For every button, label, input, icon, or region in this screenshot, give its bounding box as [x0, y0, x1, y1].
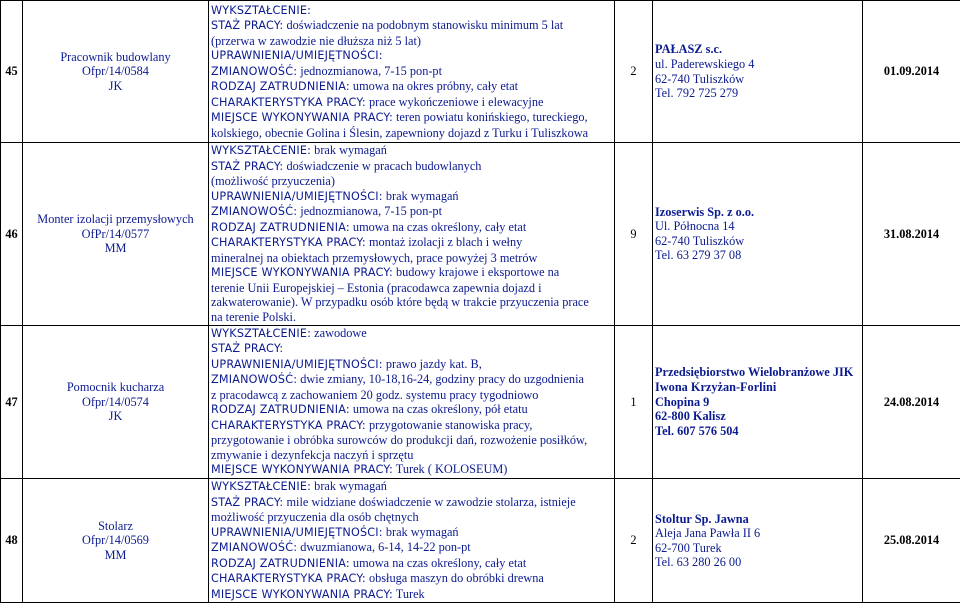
detail-value: montaż izolacji z blach i wełny — [366, 235, 522, 249]
detail-value: terenie Unii Europejskiej – Estonia (pracodawca zapewnia dojazd i — [211, 281, 542, 295]
detail-line — [211, 295, 612, 310]
detail-line — [211, 95, 612, 111]
detail-value: brak wymagań — [311, 143, 387, 157]
offer-date: 01.09.2014 — [863, 1, 960, 143]
offer-code: Ofpr/14/0574 — [25, 395, 206, 410]
employer-name: Przedsiębiorstwo Wielobranżowe JIK — [655, 365, 860, 380]
job-offers-body — [1, 1, 960, 603]
job-title: Monter izolacji przemysłowych — [25, 212, 206, 227]
detail-value: umowa na czas określony, cały etat — [350, 556, 526, 570]
detail-label: WYKSZTAŁCENIE: — [211, 327, 311, 340]
detail-value: przygotowanie i obróbka surowców do produkcji dań, rozwożenie posiłków, — [211, 433, 587, 447]
detail-line — [211, 64, 612, 80]
recruiter-initials: JK — [25, 79, 206, 94]
job-position — [23, 143, 209, 326]
detail-value: doświadczenie na podobnym stanowisku minimum 5 lat — [283, 18, 563, 32]
row-number: 47 — [1, 325, 23, 478]
detail-value: brak wymagań — [311, 479, 387, 493]
job-details — [209, 479, 615, 603]
detail-label: ZMIANOWOŚĆ: — [211, 65, 297, 78]
recruiter-initials: MM — [25, 548, 206, 563]
detail-value: (możliwość przyuczenia) — [211, 174, 335, 188]
detail-label: ZMIANOWOŚĆ: — [211, 541, 297, 554]
detail-label: MIEJSCE WYKONYWANIA PRACY: — [211, 463, 393, 476]
detail-value: prace wykończeniowe i elewacyjne — [366, 95, 544, 109]
detail-label: UPRAWNIENIA/UMIEJĘTNOŚCI: — [211, 526, 383, 539]
employer-detail-line: Tel. 63 280 26 00 — [655, 555, 860, 570]
detail-label: RODZAJ ZATRUDNIENIA: — [211, 403, 350, 416]
detail-value: doświadczenie w pracach budowlanych — [283, 159, 481, 173]
detail-value: na terenie Polski. — [211, 310, 296, 324]
offer-date: 25.08.2014 — [863, 479, 960, 603]
row-number: 48 — [1, 479, 23, 603]
detail-value: zawodowe — [311, 326, 367, 340]
employer-detail-line: 62-740 Tuliszków — [655, 234, 860, 249]
employer-detail-line: Tel. 607 576 504 — [655, 424, 860, 439]
offer-date: 24.08.2014 — [863, 325, 960, 478]
detail-label: RODZAJ ZATRUDNIENIA: — [211, 80, 350, 93]
detail-label: RODZAJ ZATRUDNIENIA: — [211, 221, 350, 234]
detail-label: STAŻ PRACY: — [211, 496, 283, 509]
detail-line — [211, 18, 612, 34]
detail-line — [211, 525, 612, 541]
detail-line — [211, 448, 612, 463]
detail-line — [211, 34, 612, 49]
detail-value: teren powiatu konińskiego, tureckiego, — [393, 110, 588, 124]
detail-line — [211, 587, 612, 603]
detail-label: UPRAWNIENIA/UMIEJĘTNOŚCI: — [211, 358, 383, 371]
detail-label: MIEJSCE WYKONYWANIA PRACY: — [211, 588, 393, 601]
detail-line — [211, 159, 612, 175]
detail-line — [211, 372, 612, 388]
detail-value: Turek — [393, 587, 425, 601]
recruiter-initials: MM — [25, 241, 206, 256]
table-row — [1, 143, 960, 326]
employer-contact — [653, 1, 863, 143]
table-row — [1, 479, 960, 603]
employer-detail-line: Chopina 9 — [655, 395, 860, 410]
detail-value: prawo jazdy kat. B, — [383, 357, 482, 371]
job-title: Stolarz — [25, 519, 206, 534]
employer-name: Stoltur Sp. Jawna — [655, 512, 860, 527]
vacancy-count: 2 — [615, 1, 653, 143]
employer-detail-line: Aleja Jana Pawła II 6 — [655, 526, 860, 541]
employer-detail-line: Iwona Krzyżan-Forlini — [655, 380, 860, 395]
detail-line — [211, 79, 612, 95]
job-details — [209, 1, 615, 143]
detail-value: zakwaterowanie). W przypadku osób które będą w trakcie przyuczenia prace — [211, 295, 589, 309]
detail-label: WYKSZTAŁCENIE: — [211, 480, 311, 493]
detail-label: CHARAKTERYSTYKA PRACY: — [211, 419, 366, 432]
detail-label: MIEJSCE WYKONYWANIA PRACY: — [211, 111, 393, 124]
detail-label: CHARAKTERYSTYKA PRACY: — [211, 96, 366, 109]
offer-date: 31.08.2014 — [863, 143, 960, 326]
detail-line — [211, 479, 612, 495]
detail-label: WYKSZTAŁCENIE: — [211, 144, 311, 157]
detail-value: możliwość przyuczenia dla osób chętnych — [211, 510, 419, 524]
detail-value: budowy krajowe i eksportowe na — [393, 265, 559, 279]
offer-code: Ofpr/14/0584 — [25, 64, 206, 79]
detail-line — [211, 495, 612, 511]
detail-label: CHARAKTERYSTYKA PRACY: — [211, 236, 366, 249]
detail-value: zmywanie i dezynfekcja naczyń i sprzętu — [211, 448, 413, 462]
detail-line — [211, 433, 612, 448]
table-row — [1, 325, 960, 478]
detail-label: UPRAWNIENIA/UMIEJĘTNOŚCI: — [211, 190, 383, 203]
detail-value: dwie zmiany, 10-18,16-24, godziny pracy do uzgodnienia — [297, 372, 584, 386]
employer-detail-line: Tel. 792 725 279 — [655, 86, 860, 101]
detail-line — [211, 235, 612, 251]
detail-value: umowa na czas określony, cały etat — [350, 220, 526, 234]
employer-name: Izoserwis Sp. z o.o. — [655, 205, 860, 220]
detail-label: ZMIANOWOŚĆ: — [211, 373, 297, 386]
detail-line — [211, 462, 612, 478]
detail-line — [211, 189, 612, 205]
detail-line — [211, 341, 612, 357]
employer-contact — [653, 479, 863, 603]
employer-contact — [653, 325, 863, 478]
detail-line — [211, 3, 612, 19]
detail-line — [211, 143, 612, 159]
detail-line — [211, 110, 612, 126]
employer-detail-line: Ul. Północna 14 — [655, 219, 860, 234]
detail-line — [211, 174, 612, 189]
detail-line — [211, 418, 612, 434]
detail-value: brak wymagań — [383, 525, 459, 539]
detail-line — [211, 310, 612, 325]
detail-label: UPRAWNIENIA/UMIEJĘTNOŚCI: — [211, 49, 383, 62]
detail-value: z pracodawcą z zachowaniem 20 godz. systemu pracy tygodniowo — [211, 388, 538, 402]
row-number: 45 — [1, 1, 23, 143]
job-details — [209, 325, 615, 478]
employer-detail-line: 62-700 Turek — [655, 541, 860, 556]
detail-value: przygotowanie stanowiska pracy, — [366, 418, 533, 432]
detail-label: STAŻ PRACY: — [211, 342, 283, 355]
job-title: Pracownik budowlany — [25, 50, 206, 65]
job-position — [23, 479, 209, 603]
table-row — [1, 1, 960, 143]
vacancy-count: 2 — [615, 479, 653, 603]
row-number: 46 — [1, 143, 23, 326]
detail-value: jednozmianowa, 7-15 pon-pt — [297, 64, 442, 78]
detail-label: ZMIANOWOŚĆ: — [211, 205, 297, 218]
detail-line — [211, 251, 612, 266]
detail-line — [211, 48, 612, 64]
job-title: Pomocnik kucharza — [25, 380, 206, 395]
detail-line — [211, 402, 612, 418]
employer-detail-line: 62-740 Tuliszków — [655, 72, 860, 87]
job-position — [23, 1, 209, 143]
detail-line — [211, 204, 612, 220]
detail-line — [211, 126, 612, 141]
detail-value: dwuzmianowa, 6-14, 14-22 pon-pt — [297, 540, 471, 554]
detail-value: umowa na okres próbny, cały etat — [350, 79, 518, 93]
recruiter-initials: JK — [25, 409, 206, 424]
detail-label: CHARAKTERYSTYKA PRACY: — [211, 572, 366, 585]
detail-value: brak wymagań — [383, 189, 459, 203]
employer-detail-line: ul. Paderewskiego 4 — [655, 57, 860, 72]
offer-code: OfPr/14/0577 — [25, 227, 206, 242]
employer-name: PAŁASZ s.c. — [655, 42, 860, 57]
vacancy-count: 1 — [615, 325, 653, 478]
detail-line — [211, 357, 612, 373]
detail-label: RODZAJ ZATRUDNIENIA: — [211, 557, 350, 570]
detail-line — [211, 571, 612, 587]
offer-code: Ofpr/14/0569 — [25, 533, 206, 548]
detail-label: STAŻ PRACY: — [211, 19, 283, 32]
vacancy-count: 9 — [615, 143, 653, 326]
detail-line — [211, 540, 612, 556]
detail-line — [211, 265, 612, 281]
employer-detail-line: 62-800 Kalisz — [655, 409, 860, 424]
detail-line — [211, 556, 612, 572]
detail-line — [211, 388, 612, 403]
detail-line — [211, 326, 612, 342]
detail-line — [211, 281, 612, 296]
detail-label: MIEJSCE WYKONYWANIA PRACY: — [211, 266, 393, 279]
detail-label: WYKSZTAŁCENIE: — [211, 4, 311, 17]
detail-value: mile widziane doświadczenie w zawodzie stolarza, istnieje — [283, 495, 575, 509]
detail-value: umowa na czas określony, pół etatu — [350, 402, 528, 416]
job-position — [23, 325, 209, 478]
detail-value: jednozmianowa, 7-15 pon-pt — [297, 204, 442, 218]
detail-value: kolskiego, obecnie Golina i Ślesin, zapewniony dojazd z Turku i Tuliszkowa — [211, 126, 588, 140]
detail-value: mineralnej na obiektach przemysłowych, prace powyżej 3 metrów — [211, 251, 537, 265]
detail-value: obsługa maszyn do obróbki drewna — [366, 571, 544, 585]
employer-detail-line: Tel. 63 279 37 08 — [655, 248, 860, 263]
detail-line — [211, 510, 612, 525]
detail-line — [211, 220, 612, 236]
detail-label: STAŻ PRACY: — [211, 160, 283, 173]
detail-value: Turek ( KOLOSEUM) — [393, 462, 507, 476]
job-details — [209, 143, 615, 326]
employer-contact — [653, 143, 863, 326]
detail-value: (przerwa w zawodzie nie dłuższa niż 5 lat) — [211, 34, 421, 48]
